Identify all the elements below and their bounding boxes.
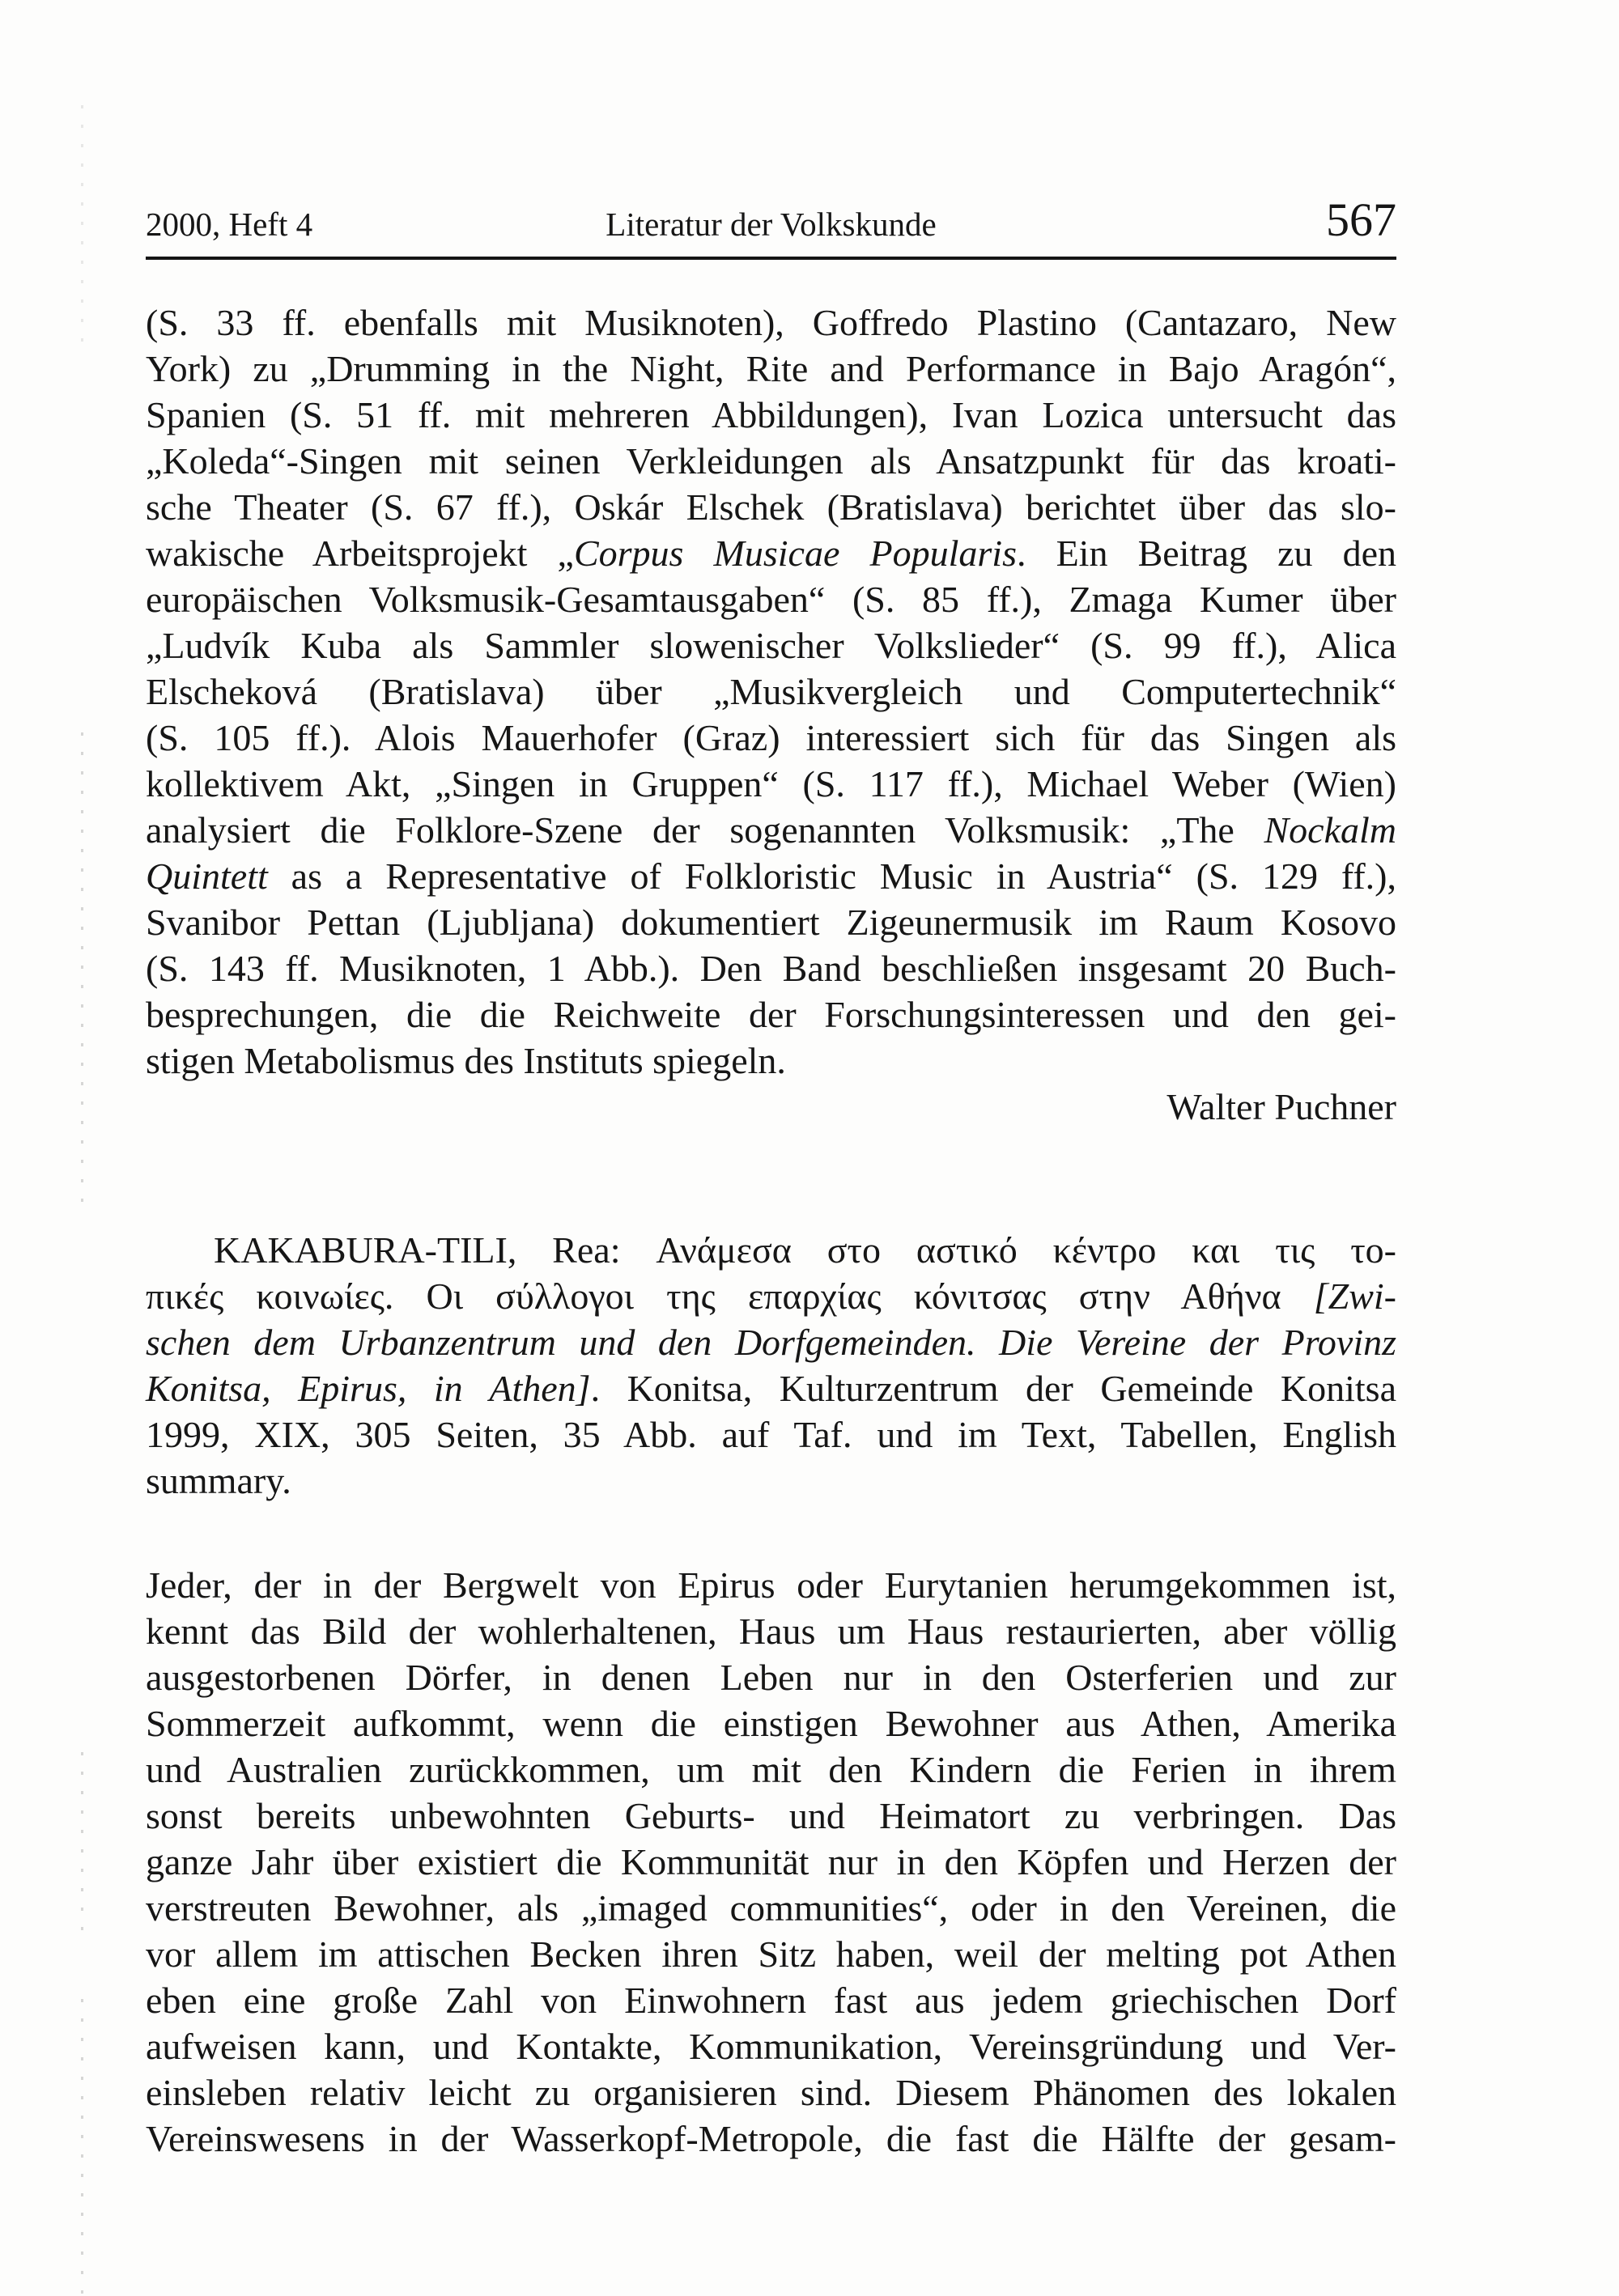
text-segment: (S. 33 ff. ebenfalls mit Musiknoten), Goffredo Plastino (Cantazaro, New bbox=[146, 302, 1396, 343]
text-line bbox=[146, 668, 1396, 715]
text-line bbox=[146, 807, 1396, 853]
text-segment: Sommerzeit aufkommt, wenn die einstigen Bewohner aus Athen, Amerika bbox=[146, 1703, 1396, 1744]
text-line bbox=[146, 1319, 1396, 1365]
text-segment: as a Representative of Folkloristic Music in Austria“ (S. 129 ff.), bbox=[267, 855, 1396, 897]
scan-artifact-line bbox=[81, 732, 83, 1210]
text-line bbox=[146, 530, 1396, 576]
text-segment: wakische Arbeitsprojekt „ bbox=[146, 533, 574, 574]
review-paragraph-1 bbox=[146, 299, 1396, 1084]
text-line bbox=[146, 1746, 1396, 1793]
text-line bbox=[146, 2116, 1396, 2162]
text-line bbox=[146, 392, 1396, 438]
text-segment: summary. bbox=[146, 1460, 291, 1501]
text-segment: kollektivem Akt, „Singen in Gruppen“ (S. 117 ff.), Michael Weber (Wien) bbox=[146, 763, 1396, 804]
text-segment: Spanien (S. 51 ff. mit mehreren Abbildungen), Ivan Lozica untersucht das bbox=[146, 394, 1396, 435]
scan-artifact-line bbox=[81, 1752, 83, 1946]
italic-text-segment: Quintett bbox=[146, 855, 268, 897]
scan-artifact-line bbox=[81, 105, 83, 348]
text-segment: 1999, XIX, 305 Seiten, 35 Abb. auf Taf. und im Text, Tabellen, English bbox=[146, 1414, 1396, 1455]
page-number: 567 bbox=[1326, 193, 1396, 246]
text-segment: europäischen Volksmusik-Gesamtausgaben“ (S. 85 ff.), Zmaga Kumer über bbox=[146, 579, 1396, 620]
text-line bbox=[146, 1931, 1396, 1977]
text-segment: „Ludvík Kuba als Sammler slowenischer Volkslieder“ (S. 99 ff.), Alica bbox=[146, 625, 1396, 666]
text-line bbox=[146, 1839, 1396, 1885]
text-line bbox=[146, 1562, 1396, 1608]
text-segment: ganze Jahr über existiert die Kommunität nur in den Köpfen und Herzen der bbox=[146, 1841, 1396, 1882]
text-segment: Jeder, der in der Bergwelt von Epirus oder Eurytanien herumgekommen ist, bbox=[146, 1564, 1396, 1606]
text-line bbox=[146, 1273, 1396, 1319]
italic-text-segment: schen dem Urbanzentrum und den Dorfgemeinden. Die Vereine der Provinz bbox=[146, 1322, 1396, 1363]
page-content bbox=[146, 299, 1396, 2162]
text-line bbox=[146, 715, 1396, 761]
text-line bbox=[146, 899, 1396, 945]
text-line bbox=[146, 1411, 1396, 1458]
text-segment: aufweisen kann, und Kontakte, Kommunikation, Vereinsgründung und Ver- bbox=[146, 2026, 1396, 2067]
review-paragraph-3 bbox=[146, 1562, 1396, 2162]
text-line bbox=[146, 1608, 1396, 1654]
text-segment: kennt das Bild der wohlerhaltenen, Haus um Haus restaurierten, aber völlig bbox=[146, 1611, 1396, 1652]
italic-text-segment: Nockalm bbox=[1264, 809, 1396, 851]
text-line bbox=[146, 761, 1396, 807]
text-line bbox=[146, 576, 1396, 622]
text-segment: (S. 143 ff. Musiknoten, 1 Abb.). Den Band beschließen insgesamt 20 Buch- bbox=[146, 948, 1396, 989]
text-line bbox=[146, 622, 1396, 668]
text-segment: stigen Metabolismus des Instituts spiegeln. bbox=[146, 1040, 786, 1081]
text-segment: (S. 105 ff.). Alois Mauerhofer (Graz) interessiert sich für das Singen als bbox=[146, 717, 1396, 758]
text-segment: einsleben relativ leicht zu organisieren sind. Diesem Phänomen des lokalen bbox=[146, 2072, 1396, 2113]
text-line bbox=[146, 1700, 1396, 1746]
italic-text-segment: Corpus Musicae Popularis bbox=[573, 533, 1017, 574]
text-line bbox=[146, 438, 1396, 484]
text-line bbox=[146, 853, 1396, 899]
text-segment: sonst bereits unbewohnten Geburts- und Heimatort zu verbringen. Das bbox=[146, 1795, 1396, 1836]
text-line bbox=[146, 1365, 1396, 1411]
text-line bbox=[146, 991, 1396, 1038]
text-line bbox=[146, 484, 1396, 530]
running-title: Literatur der Volkskunde bbox=[606, 206, 937, 243]
text-segment: Elscheková (Bratislava) über „Musikvergleich und Computertechnik“ bbox=[146, 671, 1396, 712]
text-segment: verstreuten Bewohner, als „imaged communities“, oder in den Vereinen, die bbox=[146, 1887, 1396, 1929]
text-line bbox=[146, 945, 1396, 991]
text-line bbox=[146, 2069, 1396, 2116]
text-segment: besprechungen, die die Reichweite der Forschungsinteressen und den gei- bbox=[146, 994, 1396, 1035]
reviewer-signature: Walter Puchner bbox=[1166, 1086, 1396, 1127]
italic-text-segment: Konitsa, Epirus, in Athen] bbox=[146, 1368, 591, 1409]
scan-artifact-line bbox=[81, 1999, 83, 2296]
text-segment: Svanibor Pettan (Ljubljana) dokumentiert Zigeunermusik im Raum Kosovo bbox=[146, 902, 1396, 943]
text-line bbox=[146, 1654, 1396, 1700]
page-header bbox=[146, 193, 1396, 246]
text-line bbox=[146, 1038, 1396, 1084]
text-segment: . Konitsa, Kulturzentrum der Gemeinde Konitsa bbox=[590, 1368, 1396, 1409]
text-segment: vor allem im attischen Becken ihren Sitz haben, weil der melting pot Athen bbox=[146, 1933, 1396, 1975]
text-segment: und Australien zurückkommen, um mit den Kindern die Ferien in ihrem bbox=[146, 1749, 1396, 1790]
text-line bbox=[146, 1977, 1396, 2023]
text-segment: KAKABURA-TILI, Rea: Ανάμεσα στο αστικό κέντρο και τις το- bbox=[214, 1229, 1396, 1271]
text-line bbox=[146, 1227, 1396, 1273]
text-segment: „Koleda“-Singen mit seinen Verkleidungen als Ansatzpunkt für das kroati- bbox=[146, 440, 1396, 482]
text-segment: πικές κοινωίες. Οι σύλλογοι της επαρχίας κόνιτσας στην Αθήνα bbox=[146, 1275, 1314, 1317]
text-segment: sche Theater (S. 67 ff.), Oskár Elschek (Bratislava) berichtet über das slo- bbox=[146, 486, 1396, 528]
text-line bbox=[146, 2023, 1396, 2069]
text-line bbox=[146, 1885, 1396, 1931]
header-rule bbox=[146, 257, 1396, 260]
review-heading-kakabura bbox=[146, 1227, 1396, 1504]
text-segment: Vereinswesens in der Wasserkopf-Metropole, die fast die Hälfte der gesam- bbox=[146, 2118, 1396, 2159]
italic-text-segment: [Zwi- bbox=[1313, 1275, 1396, 1317]
text-line bbox=[146, 299, 1396, 346]
text-line bbox=[146, 346, 1396, 392]
text-segment: eben eine große Zahl von Einwohnern fast aus jedem griechischen Dorf bbox=[146, 1980, 1396, 2021]
text-segment: . Ein Beitrag zu den bbox=[1016, 533, 1397, 574]
issue-label: 2000, Heft 4 bbox=[146, 206, 313, 243]
text-segment: York) zu „Drumming in the Night, Rite and Performance in Bajo Aragón“, bbox=[146, 348, 1396, 389]
text-segment: ausgestorbenen Dörfer, in denen Leben nur in den Osterferien und zur bbox=[146, 1657, 1396, 1698]
text-segment: analysiert die Folklore-Szene der sogenannten Volksmusik: „The bbox=[146, 809, 1264, 851]
text-line bbox=[146, 1793, 1396, 1839]
text-line bbox=[146, 1458, 1396, 1504]
